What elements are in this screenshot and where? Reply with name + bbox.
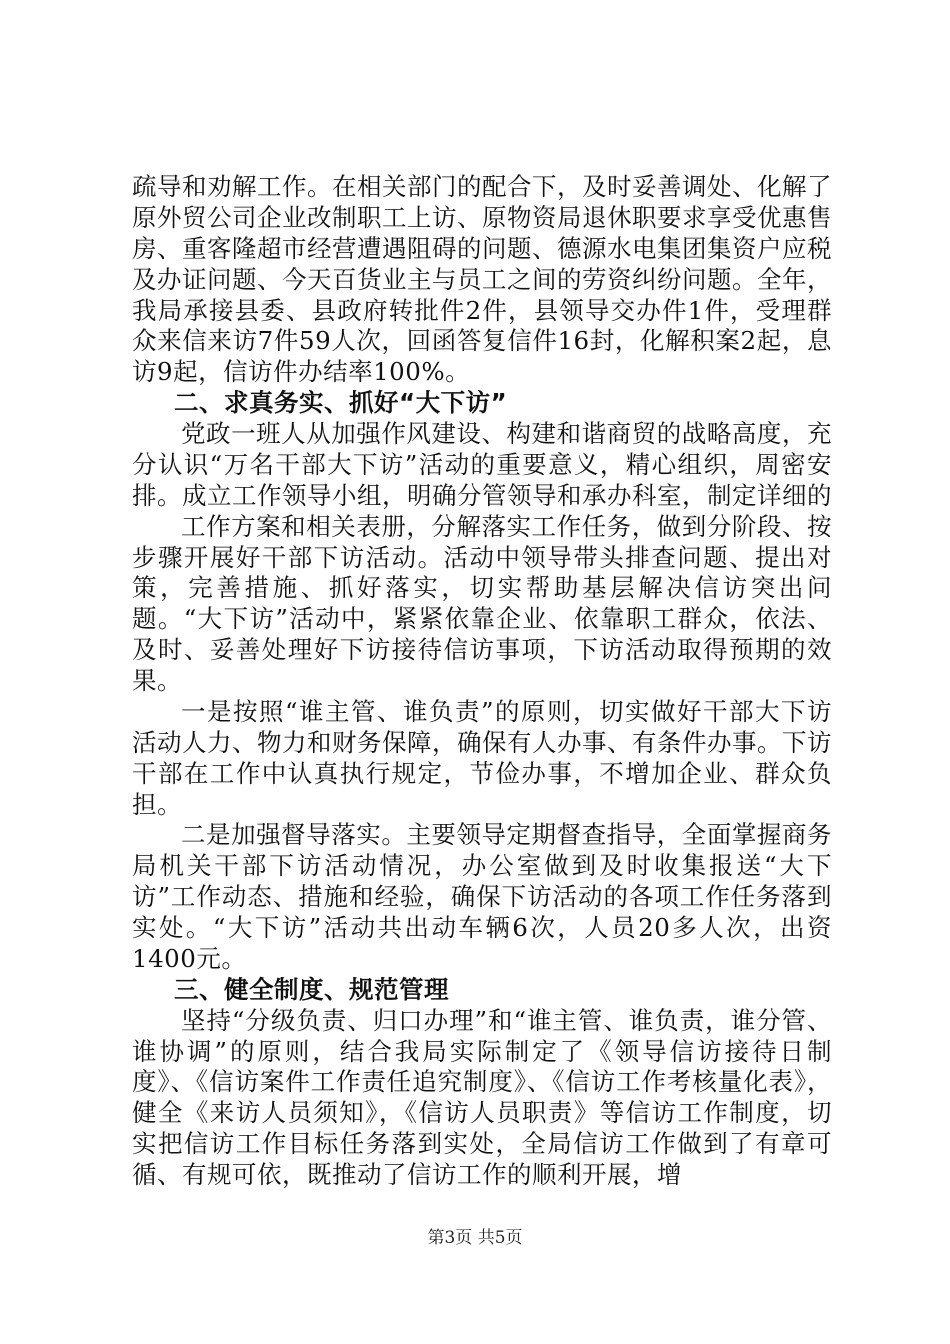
paragraph-5: 二是加强督导落实。主要领导定期督查指导，全面掌握商务局机关干部下访活动情况，办公室做到及时收集报送“大下访”工作动态、措施和经验，确保下访活动的各项工作任务落到实处。“大下访”活动共出动车辆6次，人员20多人次，出资1400元。	[132, 820, 832, 973]
paragraph-6: 坚持“分级负责、归口办理”和“谁主管、谁负责，谁分管、谁协调”的原则，结合我局实际制定了《领导信访接待日制度》、《信访案件工作责任追究制度》、《信访工作考核量化表》，健全《来访人员须知》，《信访人员职责》等信访工作制度，切实把信访工作目标任务落到实处，全局信访工作做到了有章可循、有规可依，既推动了信访工作的顺利开展，增	[132, 1005, 832, 1189]
section-heading-3: 三、健全制度、规范管理	[174, 974, 449, 1004]
paragraph-2: 党政一班人从加强作风建设、构建和谐商贸的战略高度，充分认识“万名干部大下访”活动的重要意义，精心组织，周密安排。成立工作领导小组，明确分管领导和承办科室，制定详细的	[132, 419, 832, 510]
paragraph-3: 工作方案和相关表册，分解落实工作任务，做到分阶段、按步骤开展好干部下访活动。活动中领导带头排查问题、提出对策，完善措施、抓好落实，切实帮助基层解决信访突出问题。“大下访”活动中，紧紧依靠企业、依靠职工群众，依法、及时、妥善处理好下访接待信访事项，下访活动取得预期的效果。	[132, 511, 832, 695]
paragraph-4: 一是按照“谁主管、谁负责”的原则，切实做好干部大下访活动人力、物力和财务保障，确保有人办事、有条件办事。下访干部在工作中认真执行规定，节俭办事，不增加企业、群众负担。	[132, 696, 832, 819]
paragraph-1: 疏导和劝解工作。在相关部门的配合下，及时妥善调处、化解了原外贸公司企业改制职工上访、原物资局退休职要求享受优惠售房、重客隆超市经营遭遇阻碍的问题、德源水电集团集资户应税及办证问题、今天百货业主与员工之间的劳资纠纷问题。全年，我局承接县委、县政府转批件2件，县领导交办件1件，受理群众来信来访7件59人次，回函答复信件16封，化解积案2起，息访9起，信访件办结率100%。	[132, 172, 832, 387]
document-body	[132, 172, 832, 1191]
section-heading-2: 二、求真务实、抓好“大下访”	[174, 388, 508, 418]
page-number-footer: 第3页 共5页	[427, 1228, 523, 1248]
